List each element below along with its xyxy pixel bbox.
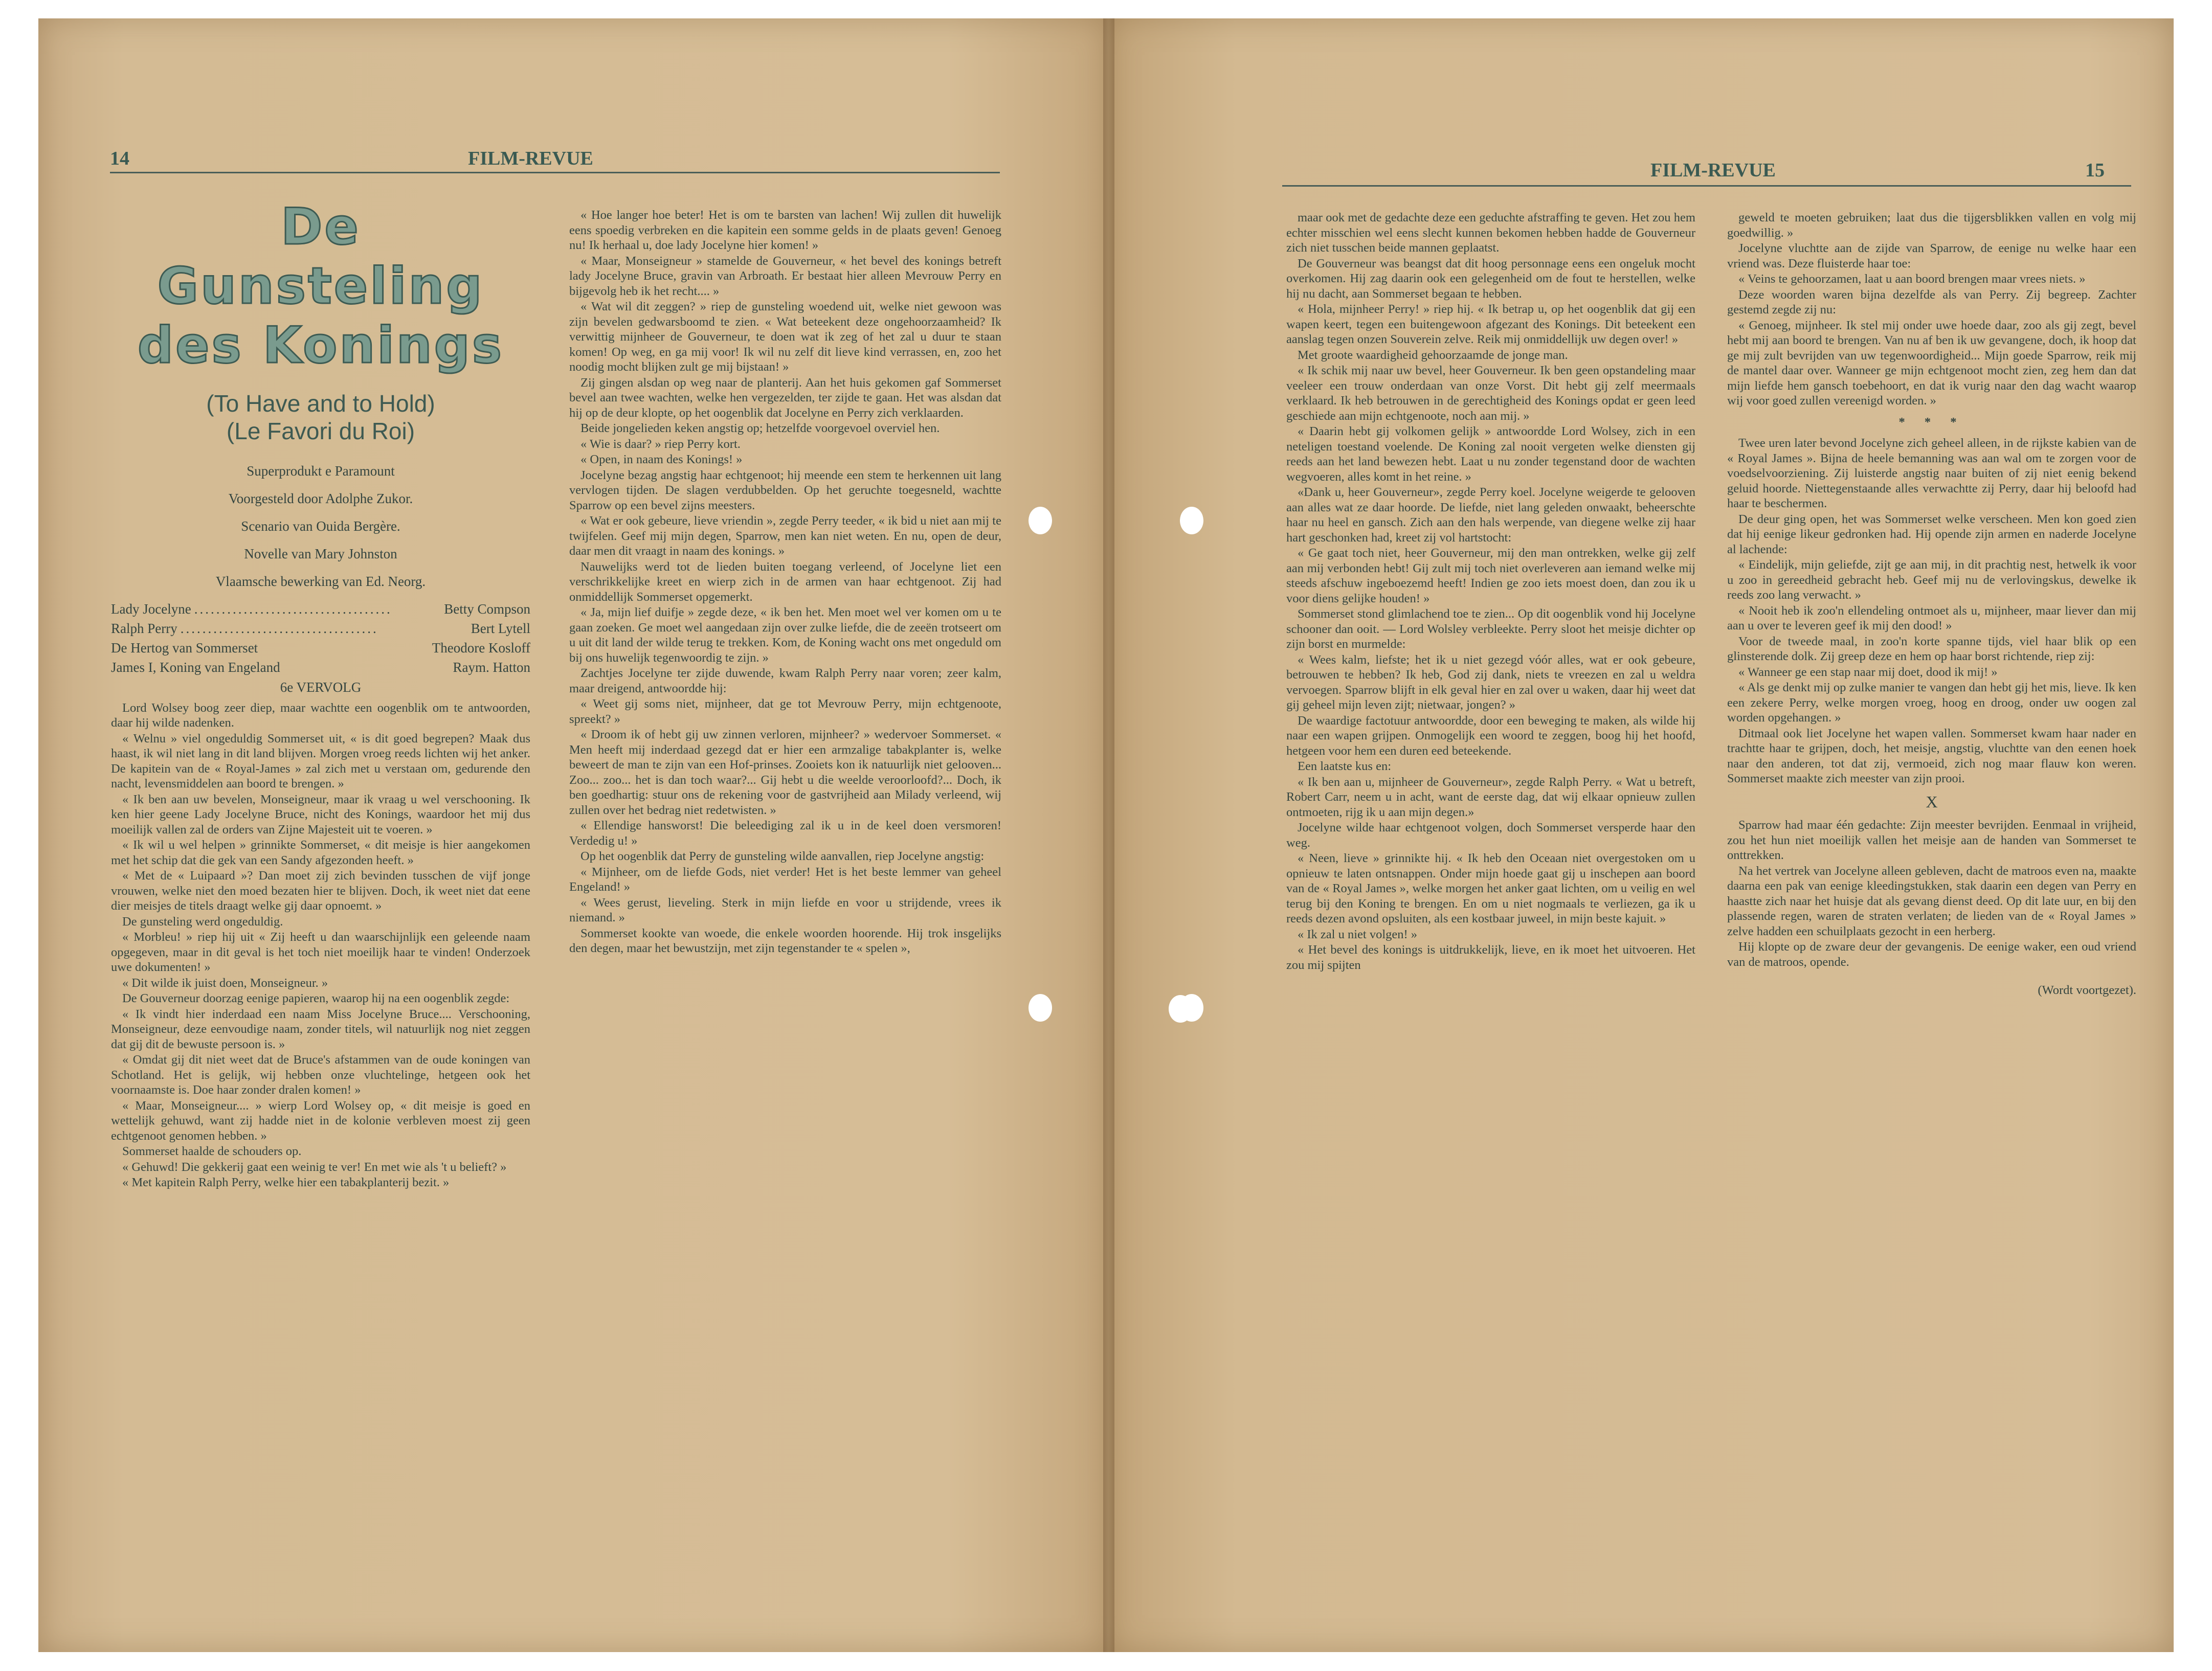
story-paragraph: « Wanneer ge een stap naar mij doet, dood ik mij! »: [1738, 665, 1998, 679]
continuation-label: 6e VERVOLG: [280, 680, 362, 695]
article-title-line1: De Gunsteling: [157, 198, 484, 315]
binding-gutter: [1103, 18, 1114, 1652]
page-number: 14: [110, 148, 129, 169]
article-title: [111, 197, 530, 375]
story-paragraph: « Omdat gij dit niet weet dat de Bruce's afstammen van de oude koningen van Schotland. Het is gelijk, wij hebben onze vluchtelinge, hetgeen ook het voornaamste is. Doe haar zonder dralen komen! »: [111, 1053, 530, 1097]
cast-role: De Hertog van Sommerset: [111, 640, 258, 656]
story-paragraph: Sommerset kookte van woede, die enkele woorden hoorende. Hij trok insgelijks den degen, maar het bewustzijn, met zijn tegenstander te « spelen »,: [569, 926, 1001, 955]
story-paragraph: « Ellendige hansworst! Die beleediging zal ik u in de keel doen versmoren! Verdedig u! »: [569, 819, 1001, 848]
right-column-2: [1727, 210, 2136, 999]
story-paragraph: « Morbleu! » riep hij uit « Zij heeft u dan waarschijnlijk een geleende naam opgegeven, maar in dit geval is het toch niet moeilijk haar te vinden! Onderzoek uwe dokumenten! »: [111, 930, 530, 974]
article-subtitle: [111, 390, 530, 445]
story-paragraph: « Hoe langer hoe beter! Het is om te barsten van lachen! Wij zullen dit huwelijk eens spoedig verbreken en die kapitein een somme gelds in de plaats geven! Genoeg nu! Ik herhaal u, doe lady Jocelyne hier komen! »: [569, 208, 1001, 252]
article-title-line2: des Konings: [137, 317, 504, 375]
story-paragraph: « Wie is daar? » riep Perry kort.: [580, 437, 741, 451]
punch-hole: [1169, 995, 1192, 1023]
running-header: FILM-REVUE: [1650, 160, 1776, 181]
story-paragraph: « Ik wil u wel helpen » grinnikte Sommerset, « dit meisje is hier aangekomen met het schip dat die gek van een Sandy afgezonden heeft. »: [111, 838, 530, 867]
story-paragraph: Op het oogenblik dat Perry de gunsteling wilde aanvallen, riep Jocelyne angstig:: [580, 849, 985, 863]
punch-hole: [1180, 507, 1203, 534]
cast-role: Lady Jocelyne: [111, 601, 191, 617]
cast-row: [111, 638, 530, 658]
story-paragraph: « Dit wilde ik juist doen, Monseigneur. »: [122, 976, 328, 990]
left-page: [38, 18, 1108, 1652]
story-paragraph: « Ja, mijn lief duifje » zegde deze, « ik ben het. Men moet wel ver komen om u te gaan zoeken. Ge moet wel aangedaan zijn over zulke liefde, die de zeeën trotseert om u uit dit land der wilde terug te trekken. Kom, de Koning wacht ons met ongeduld om bij ons huwelijk tegenwoordig te zijn. »: [569, 605, 1001, 665]
story-paragraph: De Gouverneur doorzag eenige papieren, waarop hij na een oogenblik zegde:: [122, 991, 510, 1005]
story-paragraph: « Ik ben aan uw bevelen, Monseigneur, maar ik vraag u wel verschooning. Ik ken hier geene Lady Jocelyne Bruce, nicht des Konings, waardoor het mij dus moeilijk vallen zal de orders van Zijne Majesteit uit te voeren. »: [111, 792, 530, 837]
story-paragraph: « Met kapitein Ralph Perry, welke hier een tabakplanterij bezit. »: [122, 1176, 450, 1189]
punch-hole: [1029, 994, 1052, 1022]
story-paragraph: « Neen, lieve » grinnikte hij. « Ik heb den Oceaan niet overgestoken om u opnieuw te laten ontsnappen. Onder mijn hoede gaat gij u inschepen aan boord van de « Royal James », welke morgen het anker gaat lichten, om u veilig en wel terug bij den Koning te brengen. En om u niet nogmaals te verliezen, ga ik u reeds dezen avond opsluiten, als een kostbaar juweel, in mijn beste kajuit. »: [1286, 851, 1695, 925]
story-paragraph: « Daarin hebt gij volkomen gelijk » antwoordde Lord Wolsey, zich in een neteligen toestand voelende. De Koning zal nooit vergeten welke diensten gij reeds aan het land bewezen hebt. Laat u nu zonder tegenstand door de wachten wegvoeren, alles komt in het reine. »: [1286, 424, 1695, 484]
story-paragraph: « Ge gaat toch niet, heer Gouverneur, mij den man ontrekken, welke gij zelf aan mij verbonden hebt! Gij zult mij toch niet overleveren aan iemand welke mij steeds afschuw ingeboezemd heeft! Indien ge zoo iets moest doen, dan zou ik u voor diens gelijke houden! »: [1286, 546, 1695, 605]
credit-line: Scenario van Ouida Bergère.: [241, 518, 400, 534]
story-paragraph: «Dank u, heer Gouverneur», zegde Perry koel. Jocelyne weigerde te gelooven aan alles wat ze daar hoorde. De liefde, niet lang geleden onwaakt, beheerschte haar nu heel en gansch. Zich aan den hals werpende, van diegene welke zij haar hart geschonken had, kreet zij vol hartstocht:: [1286, 485, 1695, 545]
left-column-1: [111, 197, 530, 1191]
section-break: * * *: [1898, 415, 1965, 429]
subtitle-line2: (Le Favori du Roi): [226, 418, 415, 444]
header-rule: [110, 172, 1000, 173]
story-paragraph: Jocelyne bezag angstig haar echtgenoot; hij meende een stem te herkennen uit lang vervlogen tijden. De slagen verdubbelden. Op het geruchte toegesneld, wachtte Sparrow op een bevel zijns meesters.: [569, 468, 1001, 512]
story-paragraph: « Ik schik mij naar uw bevel, heer Gouverneur. Ik ben geen opstandeling maar veeleer een trouw onderdaan van onze Vorst. Dit hebt gij zelf meermaals verklaard. Ik heb betrouwen in de gerechtigheid des Konings opdat er geen leed geschiede aan mijn echtgenoote, noch aan mij. »: [1286, 364, 1695, 423]
story-paragraph: Ditmaal ook liet Jocelyne het wapen vallen. Sommerset kwam haar nader en trachtte haar te grijpen, doch, het meisje, angstig, vluchtte van den eenen hoek naar den anderen, tot dat zij, vermoeid, zich nog maar flauw kon weren. Sommerset maakte zich meester van zijn prooi.: [1727, 726, 2136, 785]
story-paragraph: Met groote waardigheid gehoorzaamde de jonge man.: [1298, 348, 1568, 362]
left-column-2: [569, 208, 1001, 957]
page-number: 15: [2085, 160, 2105, 181]
story-paragraph: « Welnu » viel ongeduldig Sommerset uit, « is dit goed begrepen? Maak dus haast, ik wil niet lang in dit land blijven. Morgen vroeg reeds lichten wij het anker. De kapitein van de « Royal-James » zal zich met u verstaan om, gedurende den nacht, levensmiddelen aan boord te brengen. »: [111, 731, 530, 791]
leader-dots: ....................................: [194, 601, 392, 617]
story-paragraph: De gunsteling werd ongeduldig.: [122, 914, 283, 929]
cast-actor: Bert Lytell: [471, 621, 530, 636]
magazine-spread: [38, 18, 2174, 1652]
story-paragraph: « Wat er ook gebeure, lieve vriendin », zegde Perry teeder, « ik bid u niet aan mij te twijfelen. Geef mij mijn degen, Sparrow, men kan niet weten. En nu, open de deur, daar men dit vraagt in naam des konings. »: [569, 514, 1001, 558]
story-paragraph: De deur ging open, het was Sommerset welke verscheen. Men kon goed zien dat hij eenige likeur gedronken had. Hij opende zijn armen en naderde Jocelyne al lachende:: [1727, 512, 2136, 556]
credit-line: Vlaamsche bewerking van Ed. Neorg.: [215, 574, 426, 589]
story-paragraph: « Wees kalm, liefste; het ik u niet gezegd vóór alles, wat er ook gebeure, betrouwen te hebben? Ik heb, God zij dank, niets te vreezen en zal u weldra vervoegen. Sparrow blijft in elk geval hier en zal over u waken, daar hij weet dat gij geheel mijn leven zijt; nietwaar, jongen? »: [1286, 652, 1695, 712]
leader-dots: ....................................: [180, 621, 378, 636]
story-paragraph: Beide jongelieden keken angstig op; hetzelfde voorgevoel overviel hen.: [580, 421, 940, 435]
to-be-continued: (Wordt voortgezet).: [2038, 983, 2136, 997]
story-paragraph: Een laatste kus en:: [1298, 759, 1392, 773]
story-paragraph: « Open, in naam des Konings! »: [580, 453, 743, 466]
cast-actor: Theodore Kosloff: [432, 640, 530, 656]
story-paragraph: Deze woorden waren bijna dezelfde als van Perry. Zij begreep. Zachter gestemd zegde zij nu:: [1727, 287, 2136, 317]
credit-line: Voorgesteld door Adolphe Zukor.: [228, 491, 413, 506]
story-paragraph: Na het vertrek van Jocelyne alleen gebleven, dacht de matroos even na, maakte daarna een pak van eenige kleedingstukken, stak daarin een degen van Perry en haastte zich naar het huisje dat als gevang dienst deed. Op dit late uur, en bij den plassende regen, waren de straten verlaten; de lieden van de « Royal James » zelve hadden een schuilplaats gezocht in een herberg.: [1727, 864, 2136, 938]
punch-hole: [1029, 507, 1052, 534]
cast-actor: Raym. Hatton: [453, 660, 530, 675]
right-page: [1108, 18, 2174, 1652]
story-paragraph: « Genoeg, mijnheer. Ik stel mij onder uwe hoede daar, zoo als gij zegt, bevel hebt mij aan boord te brengen. Van nu af ben ik uw gevangene, doch, ik hoop dat ge mij zult bevrijden van uw tegenwoordigheid... Mijn goede Sparrow, reik mij de mantel daar over. Wanneer ge mijn echtgenoot mocht zien, zeg hem dan dat mijn liefde hem gansch toebehoort, en dat ik vurig naar den dag wacht waarop wij voor goed zullen vereenigd worden. »: [1727, 318, 2136, 408]
story-paragraph: Lord Wolsey boog zeer diep, maar wachtte een oogenblik om te antwoorden, daar hij wilde nadenken.: [111, 701, 530, 730]
header-rule: [1282, 185, 2131, 187]
story-paragraph: « Maar, Monseigneur » stamelde de Gouverneur, « het bevel des konings betreft lady Jocelyne Bruce, gravin van Arbroath. Er bestaat hier alleen Mevrouw Perry en bijgevolg heb ik het recht.... »: [569, 254, 1001, 298]
left-column-1-body: [111, 701, 530, 1190]
subtitle-line1: (To Have and to Hold): [206, 390, 435, 417]
story-paragraph: maar ook met de gedachte deze een geduchte afstraffing te geven. Het zou hem echter misschien wel eens slecht kunnen bekomen hebben hadde de Gouverneur zich niet tusschen beide mannen geplaatst.: [1286, 211, 1695, 255]
cast-row: [111, 619, 530, 638]
credit-line: Superprodukt e Paramount: [247, 463, 395, 479]
story-paragraph: Jocelyne wilde haar echtgenoot volgen, doch Sommerset versperde haar den weg.: [1286, 821, 1695, 850]
story-paragraph: Sommerset stond glimlachend toe te zien... Op dit oogenblik vond hij Jocelyne schooner dan ooit. — Lord Wolsley verbleekte. Perry sloot het meisje dichter op zijn borst en murmelde:: [1286, 607, 1695, 651]
story-paragraph: « Veins te gehoorzamen, laat u aan boord brengen maar vrees niets. »: [1738, 272, 2086, 286]
cast-role: James I, Koning van Engeland: [111, 660, 280, 675]
credits-block: [111, 457, 530, 595]
cast-actor: Betty Compson: [444, 601, 530, 617]
story-paragraph: Jocelyne vluchtte aan de zijde van Sparrow, de eenige nu welke haar een vriend was. Deze fluisterde haar toe:: [1727, 241, 2136, 270]
story-paragraph: « Hola, mijnheer Perry! » riep hij. « Ik betrap u, op het oogenblik dat gij een wapen keert, tegen een buitengewoon afgezant des Konings. Dit beteekent een aanslag tegen onzen Souverein zelve. Reik mij onmiddellijk uw degen over! »: [1286, 302, 1695, 346]
story-paragraph: « Eindelijk, mijn geliefde, zijt ge aan mij, in dit prachtig nest, hetwelk ik voor u zoo in gereedheid gebracht heb. Geef mij nu de verlovingskus, dewelke ik reeds zoo lang verwacht. »: [1727, 558, 2136, 602]
story-paragraph: « Gehuwd! Die gekkerij gaat een weinig te ver! En met wie als 't u belieft? »: [122, 1160, 507, 1174]
story-paragraph: Twee uren later bevond Jocelyne zich geheel alleen, in de rijkste kabien van de « Royal James ». Bijna de heele bemanning was aan wal om te zorgen voor de voedselvoorziening. Zij luisterde angstig naar buiten of zij niet eenig bekend geluid hoorde. Niettegenstaande alles verwachtte zij Perry, daar hij beloofd had haar te beschermen.: [1727, 436, 2136, 510]
story-paragraph: « Droom ik of hebt gij uw zinnen verloren, mijnheer? » wedervoer Sommerset. « Men heeft mij inderdaad gezegd dat er hier een armzalige tabakplanter is, welke beweert de man te zijn van een Hof-prinses. Zooiets kon ik natuurlijk niet gelooven... Zoo... zoo... het is dan toch waar?... Gij hebt u die weelde veroorloofd?... Doch, ik ben goedhartig: stuur ons de rekening voor de gastvrijheid aan Milady verleend, wij zullen over het bedrag niet redetwisten. »: [569, 728, 1001, 817]
story-paragraph: geweld te moeten gebruiken; laat dus die tijgersblikken vallen en volg mij goedwillig. »: [1727, 211, 2136, 240]
story-paragraph: Nauwelijks werd tot de lieden buiten toegang verleend, of Jocelyne liet een verschrikkelijke kreet en wierp zich in de armen van haar echtgenoot. Zij had onmiddellijk Sommerset opgemerkt.: [569, 559, 1001, 604]
story-paragraph: De waardige factotuur antwoordde, door een beweging te maken, als wilde hij naar een wapen grijpen. Onmogelijk een woord te zeggen, boog hij het hoofd, hetgeen voor hem een duren eed beteekende.: [1286, 713, 1695, 758]
story-paragraph: Voor de tweede maal, in zoo'n korte spanne tijds, viel haar blik op een glinsterende dolk. Zij greep deze en hem op haar borst richtende, riep zij:: [1727, 634, 2136, 663]
story-paragraph: « Maar, Monseigneur.... » wierp Lord Wolsey op, « dit meisje is goed en wettelijk gehuwd, want zij hadde niet in de kolonie verbleven moest zij geen echtgenoot genomen hebben. »: [111, 1098, 530, 1143]
story-paragraph: « Ik vindt hier inderdaad een naam Miss Jocelyne Bruce.... Verschooning, Monseigneur, deze eenvoudige naam, zonder titels, wil natuurlijk nog niet zeggen dat gij dit de bewuste persoon is. »: [111, 1007, 530, 1051]
story-paragraph: « Wat wil dit zeggen? » riep de gunsteling woedend uit, welke niet gewoon was zijn bevelen gedwarsboomd te zien. « Wat beteekent deze ongehoorzaamheid? Ik verwittig mijnheer de Gouverneur, te doen wat ik zeg of het zal u duur te staan komen! Op weg, en ga mij voor! Ik wil nu zelf dit lieve kind verrassen, en, zoo het noodig mocht blijken zult ge mij bijstaan! »: [569, 300, 1001, 374]
story-paragraph: « Weet gij soms niet, mijnheer, dat ge tot Mevrouw Perry, mijn echtgenoote, spreekt? »: [569, 697, 1001, 726]
story-paragraph: « Ik zal u niet volgen! »: [1298, 927, 1418, 941]
story-paragraph: Zachtjes Jocelyne ter zijde duwende, kwam Ralph Perry naar voren; zeer kalm, maar dreigend, antwoordde hij:: [569, 666, 1001, 695]
story-paragraph: « Als ge denkt mij op zulke manier te vangen dan hebt gij het mis, lieve. Ik ken een zekere Perry, welke morgen vroeg, hoog en droog, onder uw oogen zal worden opgehangen. »: [1727, 681, 2136, 725]
story-paragraph: « Ik ben aan u, mijnheer de Gouverneur», zegde Ralph Perry. « Wat u betreft, Robert Carr, neem u in acht, want de eerste dag, dat wij elkaar opnieuw zullen ontmoeten, rijg ik u aan mijn degen.»: [1286, 775, 1695, 819]
cast-role: Ralph Perry: [111, 621, 177, 636]
chapter-numeral: X: [1926, 792, 1938, 811]
cast-row: [111, 599, 530, 619]
story-paragraph: « Het bevel des konings is uitdrukkelijk, lieve, en ik moet het uitvoeren. Het zou mij spijten: [1286, 943, 1695, 972]
cast-list: [111, 599, 530, 677]
story-paragraph: « Wees gerust, lieveling. Sterk in mijn liefde en voor u strijdende, vrees ik niemand. »: [569, 895, 1001, 924]
story-paragraph: « Nooit heb ik zoo'n ellendeling ontmoet als u, mijnheer, maar liever dan mij aan u over te leveren geef ik mij den dood! »: [1727, 603, 2136, 633]
credit-line: Novelle van Mary Johnston: [244, 546, 397, 561]
cast-row: [111, 658, 530, 677]
story-paragraph: Sparrow had maar één gedachte: Zijn meester bevrijden. Eenmaal in vrijheid, zou het hun niet moeilijk vallen het meisje aan de handen van Sommerset te onttrekken.: [1727, 818, 2136, 862]
right-column-1: [1286, 210, 1695, 973]
story-paragraph: Sommerset haalde de schouders op.: [122, 1144, 302, 1158]
story-paragraph: « Mijnheer, om de liefde Gods, niet verder! Het is het beste lemmer van geheel Engeland! »: [569, 865, 1001, 894]
running-header: FILM-REVUE: [468, 148, 593, 169]
story-paragraph: Zij gingen alsdan op weg naar de planterij. Aan het huis gekomen gaf Sommerset bevel aan twee wachten, welke hen vergezelden, ter zijde te gaan. Het was alsdan dat hij op de deur klopte, op het oogenblik dat Jocelyne en Perry zich verklaarden.: [569, 375, 1001, 420]
story-paragraph: Hij klopte op de zware deur der gevangenis. De eenige waker, een oud vriend van de matroos, opende.: [1727, 940, 2136, 969]
story-paragraph: « Met de « Luipaard »? Dan moet zij zich bevinden tusschen de vijf jonge vrouwen, welke niet den moed bezaten hier te blijven. Doch, ik weet niet dat eene dier meisjes de titels draagt welke gij daar opnoemt. »: [111, 869, 530, 913]
story-paragraph: De Gouverneur was beangst dat dit hoog personnage eens een ongeluk mocht overkomen. Hij zag daarin ook een gelegenheid om de fout te herstellen, welke hij nu dacht, aan Sommerset begaan te hebben.: [1286, 256, 1695, 301]
